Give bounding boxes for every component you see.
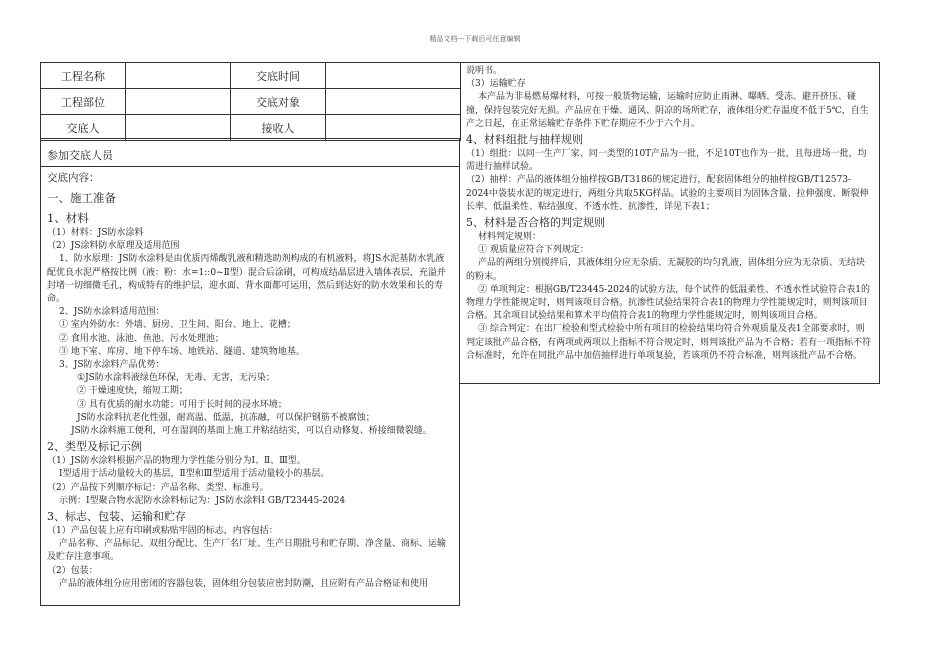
right-body [460, 63, 879, 363]
left-paragraph: ① 室内外防水：外墙、厨房、卫生间、阳台、地上、花槽； [59, 320, 296, 331]
left-paragraph: 产品名称、产品标记、双组分配比、生产厂名厂址、生产日期批号和贮存期、净含量、商标、运输及贮存注意事项。 [47, 539, 447, 563]
left-paragraph: ③ 地下室、库房、地下停车场、地铁站、隧道、建筑物地基。 [59, 346, 305, 357]
receiver-label: 接收人 [231, 115, 326, 141]
left-paragraph: ② 干燥速度快，缩短工期； [77, 386, 188, 397]
handover-target-value [326, 89, 461, 115]
left-paragraph: 产品的液体组分应用密闭的容器包装，固体组分包装应密封防潮，且应附有产品合格证和使用 [59, 578, 429, 589]
handover-target-label: 交底对象 [231, 89, 326, 115]
left-paragraph: Ⅰ型适用于活动量较大的基层，Ⅱ型和Ⅲ型适用于活动量较小的基层。 [59, 469, 330, 480]
right-paragraph: 本产品为非易燃易爆材料，可按一般货物运输，运输时应防止雨淋、曝晒、受冻、避开挤压、碰撞，保持包装完好无损。产品应在干燥、通风、阴凉的场所贮存，液体组分贮存温度不低于5℃，自生产之日起，在正常运输贮存条件下贮存期应不少于六个月。 [466, 92, 869, 129]
right-paragraph: 说明书。 [466, 66, 503, 76]
watermark: 精品文档---下载后可任意编辑 [429, 35, 521, 43]
left-paragraph: ② 食用水池、泳池、鱼池、污水处理池； [59, 333, 224, 344]
left-body [41, 167, 459, 591]
left-paragraph: 2、类型及标记示例 [47, 440, 142, 454]
right-lines [466, 65, 873, 363]
left-paragraph: 3、JS防水涂料产品优势： [59, 360, 165, 371]
left-paragraph: 示例：Ⅰ型聚合物水泥防水涂料标记为：JS防水涂料Ⅰ GB/T23445-2024 [59, 495, 346, 506]
left-paragraph: 1、材料 [47, 211, 89, 225]
right-paragraph: 4、材料组批与抽样规则 [466, 133, 583, 147]
project-name-label: 工程名称 [41, 63, 126, 89]
handover-person-value [126, 115, 231, 141]
left-paragraph: 3、标志、包装、运输和贮存 [47, 510, 186, 524]
left-paragraph: 1、防水原理：JS防水涂料是由优质丙烯酸乳液和精选助剂构成的有机液料，将JS水泥基防水乳液配优良水泥严格按比例（液：粉：水=1::0~Ⅱ型）混合后涂刷，可构成结晶层进入墙体表层，充溢并封堵一切细微毛孔，构成特有的维护层，迎水面、背水面都可运用，然后到达好的防水效果和长的寿命。 [47, 254, 446, 305]
project-part-label: 工程部位 [41, 89, 126, 115]
right-content-panel [460, 62, 880, 384]
left-paragraph: 2、JS防水涂料适用范围： [59, 307, 165, 318]
left-paragraph: ③ 具有优质的耐水功能；可用于长时间的浸水环境； [77, 399, 287, 410]
right-paragraph: 材料判定规则： [478, 232, 542, 243]
left-paragraph: JS防水涂料施工便利，可在湿润的基面上施工并粘结结实，可以自动修复、桥接细微裂缝。 [71, 426, 432, 437]
right-paragraph: ③ 综合判定：在出厂检验和型式检验中所有项目的检验结果均符合外观质量及表1全部要求时，则判定该批产品合格，有两项或两项以上指标不符合规定时，则判该批产品为不合格；若有一项指标不符合标准时，允许在同批产品中加倍抽样进行单项复验，若该项仍不符合标准，则判该批产品不合格。 [466, 324, 872, 361]
header-table [40, 62, 461, 141]
left-paragraph: （2）包装： [47, 565, 98, 576]
left-paragraph: 一、施工准备 [47, 191, 116, 205]
right-paragraph: 产品的两组分别搅拌后，其液体组分应无杂质、无凝胶的均匀乳液，固体组分应为无杂质、无结块的粉末。 [466, 258, 866, 282]
right-paragraph: ① 观质量应符合下列规定： [478, 245, 589, 256]
right-paragraph: （1）组批：以同一生产厂家、同一类型的10T产品为一批，不足10T也作为一批，且每进场一批，均需进行抽样试验。 [466, 149, 867, 173]
right-paragraph: （2）抽样：产品的液体组分抽样按GB/T3186的规定进行，配套固体组分的抽样按GB/T12573-2024中袋装水泥的规定进行，两组分共取5KG样品。试验的主要项目为固体含量、拉伸强度、断裂伸长率、低温柔性、粘结强度、不透水性、抗渗性，详见下表1； [466, 175, 869, 212]
project-name-value [126, 63, 231, 89]
left-paragraph: ①JS防水涂料液绿色环保，无毒、无害，无污染； [77, 373, 275, 384]
handover-person-label: 交底人 [41, 115, 126, 141]
right-paragraph: （3）运输贮存 [466, 79, 526, 90]
right-paragraph: 5、材料是否合格的判定规则 [466, 216, 605, 230]
handover-time-label: 交底时间 [231, 63, 326, 89]
left-paragraph: （1）材料：JS防水涂料 [47, 228, 144, 238]
receiver-value [326, 115, 461, 141]
left-paragraph: （2）JS涂料防水原理及适用范围 [47, 241, 180, 252]
left-paragraph: （1）JS防水涂料根据产品的物理力学性能分别分为Ⅰ、Ⅱ、Ⅲ型。 [47, 456, 306, 467]
left-paragraph: JS防水涂料抗老化性强，耐高温、低温，抗冻融，可以保护钢筋不被腐蚀； [77, 412, 375, 423]
left-content-panel [40, 138, 460, 606]
right-paragraph: ② 单项判定：根据GB/T23445-2024的试验方法，每个试件的低温柔性、不透水性试验符合表1的物理力学性能规定时，则判该项目合格。抗渗性试验结果符合表1的物理力学性能规定时，则判该项目合格。其余项目试验结果和算术平均值符合表1的物理力学性能规定时，则判该项目合格。 [466, 284, 871, 322]
handover-time-value [326, 63, 461, 89]
participants-row: 参加交底人员 [41, 139, 459, 167]
left-lines [47, 189, 453, 591]
project-part-value [126, 89, 231, 115]
left-paragraph: （1）产品包装上应有印刷或粘贴牢固的标志，内容包括： [47, 526, 278, 537]
left-paragraph: （2）产品按下列顺序标记：产品名称、类型、标准号。 [47, 482, 269, 493]
content-label: 交底内容： [47, 172, 100, 184]
